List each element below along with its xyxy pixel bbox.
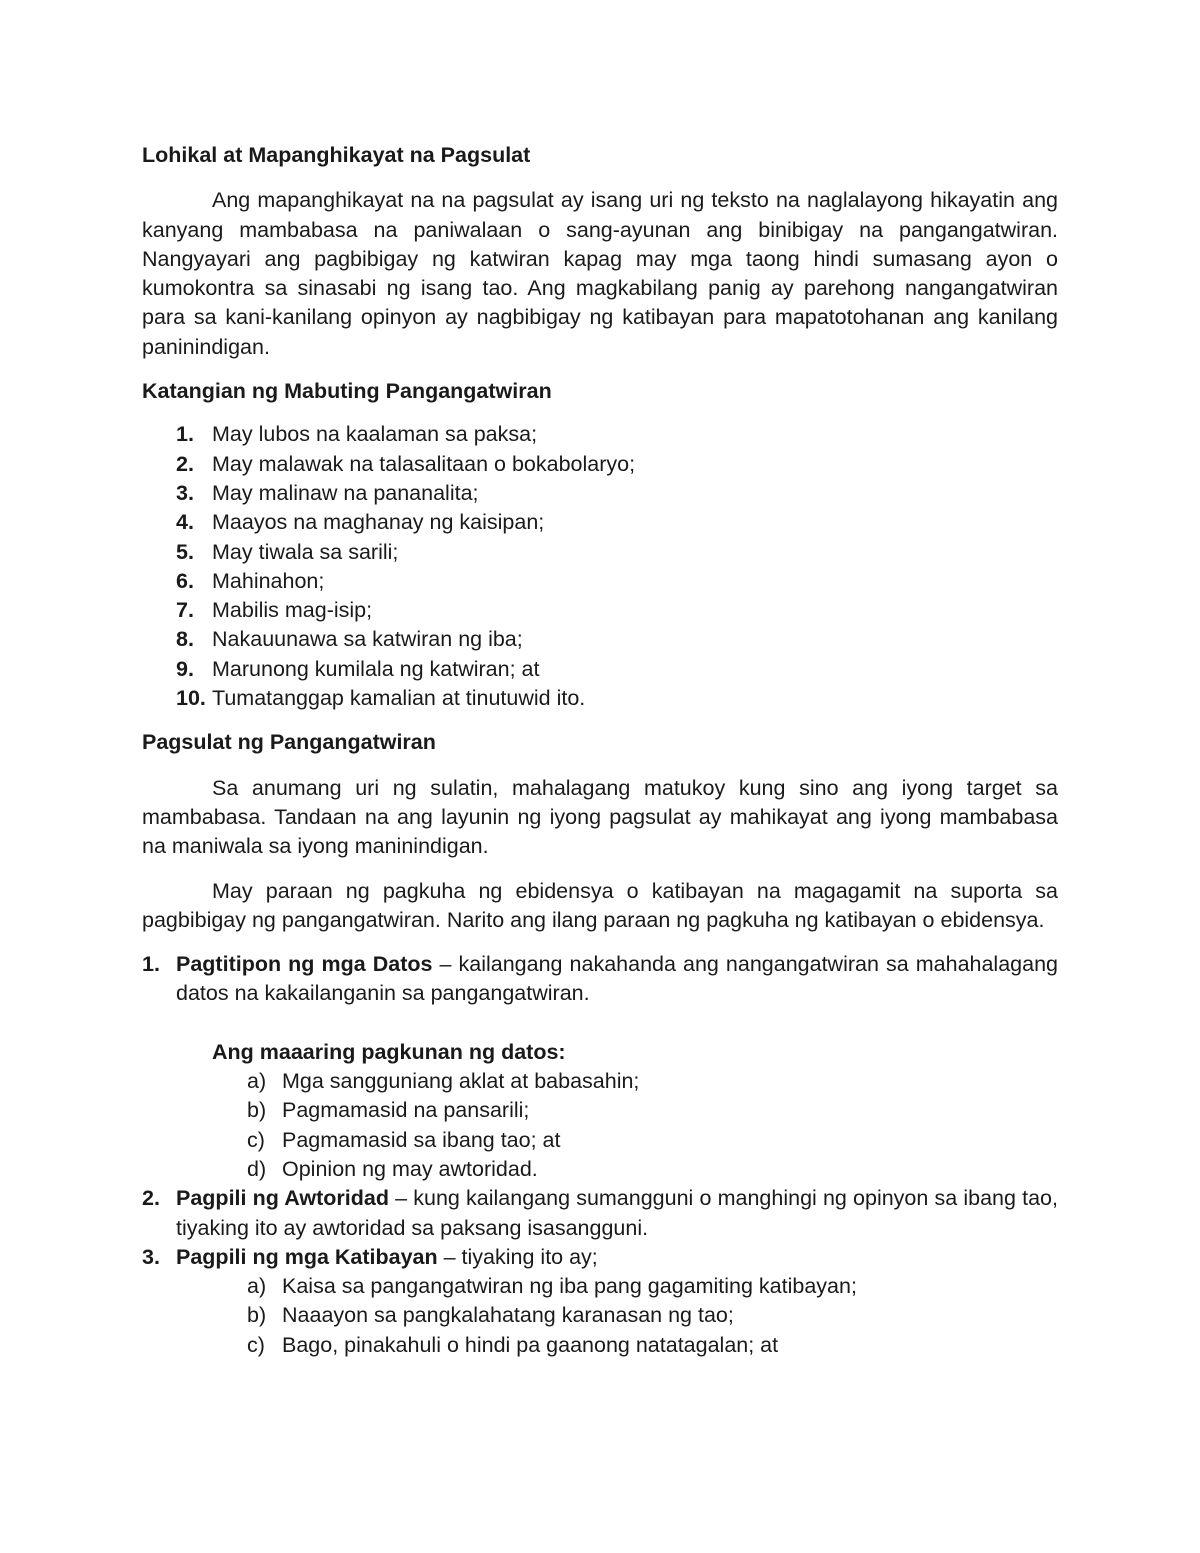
pagsulat-paragraph-2: May paraan ng pagkuha ng ebidensya o katibayan na magagamit na suporta sa pagbibigay ng pangangatwiran. Narito ang ilang paraan ng pagkuha ng katibayan o ebidensya. — [142, 878, 1058, 932]
sub-list-item — [142, 1272, 1058, 1301]
pagsulat-paragraph-1: Sa anumang uri ng sulatin, mahalagang matukoy kung sino ang iyong target sa mambabasa. Tandaan na ang layunin ng iyong pagsulat ay mahikayat ang iyong mambabasa na maniwala sa iyong maninindigan. — [142, 775, 1058, 859]
pagkunan-heading: Ang maaaring pagkunan ng datos: — [212, 1039, 566, 1064]
sub-list-letter: c) — [247, 1127, 265, 1152]
list-item — [142, 508, 1058, 537]
list-text: Marunong kumilala ng katwiran; at — [212, 656, 540, 681]
sub-list-letter: b) — [247, 1303, 267, 1328]
paraan-item-datos — [142, 950, 1058, 1009]
list-item — [142, 596, 1058, 625]
list-item — [142, 538, 1058, 567]
list-text: May tiwala sa sarili; — [212, 539, 399, 564]
list-number: 3. — [176, 480, 194, 505]
list-number: 4. — [176, 510, 194, 535]
sub-list-item — [142, 1067, 1058, 1096]
sub-list-text: Mga sangguniang aklat at babasahin; — [282, 1069, 640, 1094]
list-text: May lubos na kaalaman sa paksa; — [212, 422, 538, 447]
list-number: 6. — [176, 568, 194, 593]
sub-list-text: Pagmamasid sa ibang tao; at — [282, 1127, 561, 1152]
sub-list-letter: a) — [247, 1274, 267, 1299]
list-item — [142, 567, 1058, 596]
sub-list-item — [142, 1331, 1058, 1360]
list-item — [142, 625, 1058, 654]
sub-list-text: Kaisa sa pangangatwiran ng iba pang gagamiting katibayan; — [282, 1274, 857, 1299]
list-item — [142, 450, 1058, 479]
list-item — [142, 684, 1058, 713]
paraan-list — [142, 950, 1058, 1360]
intro-paragraph: Ang mapanghikayat na na pagsulat ay isang uri ng teksto na naglalayong hikayatin ang kanyang mambabasa na paniwalaan o sang-ayunan ang binibigay na pangangatwiran. Nangyayari ang pagbibigay ng katwiran kapag may mga taong hindi sumasang ayon o kumokontra sa sinasabi ng isang tao. Ang magkabilang panig ay parehong nangangatwiran para sa kani-kanilang opinyon ay nagbibigay ng katibayan para mapatotohanan ang kanilang paninindigan. — [142, 188, 1058, 359]
list-text: Nakauunawa sa katwiran ng iba; — [212, 627, 523, 652]
list-text: Mahinahon; — [212, 568, 325, 593]
list-number: 10. — [176, 686, 206, 711]
katangian-list — [142, 420, 1058, 713]
list-number: 1. — [142, 952, 160, 977]
sub-list-text: Pagmamasid na pansarili; — [282, 1098, 530, 1123]
paraan-item-katibayan — [142, 1243, 1058, 1272]
paraan-item-awtoridad — [142, 1184, 1058, 1243]
sub-list-letter: d) — [247, 1156, 267, 1181]
list-number: 5. — [176, 539, 194, 564]
sub-list-item — [142, 1301, 1058, 1330]
paraan-term: Pagpili ng mga Katibayan — [176, 1244, 438, 1269]
list-text: May malawak na talasalitaan o bokabolaryo; — [212, 451, 636, 476]
sub-list-text: Naaayon sa pangkalahatang karanasan ng tao; — [282, 1303, 734, 1328]
paraan-term: Pagpili ng Awtoridad — [176, 1186, 389, 1211]
list-number: 7. — [176, 598, 194, 623]
sub-list-text: Bago, pinakahuli o hindi pa gaanong natatagalan; at — [282, 1332, 779, 1357]
pagsulat-heading: Pagsulat ng Pangangatwiran — [142, 730, 436, 755]
sub-list-item — [142, 1155, 1058, 1184]
paraan-desc: – tiyaking ito ay; — [437, 1244, 598, 1269]
paraan-desc: – kung kailangang sumangguni o manghingi ng opinyon sa ibang tao, tiyaking ito ay awtoridad sa paksang isasangguni. — [176, 1186, 1058, 1240]
sub-list-item — [142, 1126, 1058, 1155]
document-title: Lohikal at Mapanghikayat na Pagsulat — [142, 143, 531, 167]
list-number: 9. — [176, 656, 194, 681]
sub-list-item — [142, 1096, 1058, 1125]
list-item — [142, 420, 1058, 449]
paraan-desc: – kailangang nakahanda ang nangangatwiran sa mahahalagang datos na kakailanganin sa pangangatwiran. — [176, 952, 1058, 1006]
katangian-heading: Katangian ng Mabuting Pangangatwiran — [142, 379, 552, 404]
sub-list-letter: c) — [247, 1332, 265, 1357]
list-number: 3. — [142, 1244, 160, 1269]
sub-list-text: Opinion ng may awtoridad. — [282, 1156, 538, 1181]
list-text: Tumatanggap kamalian at tinutuwid ito. — [212, 686, 586, 711]
list-text: May malinaw na pananalita; — [212, 480, 479, 505]
sub-list-letter: a) — [247, 1069, 267, 1094]
list-number: 2. — [142, 1186, 160, 1211]
list-number: 1. — [176, 422, 194, 447]
list-text: Maayos na maghanay ng kaisipan; — [212, 510, 545, 535]
sub-list-letter: b) — [247, 1098, 267, 1123]
list-item — [142, 479, 1058, 508]
list-text: Mabilis mag-isip; — [212, 598, 373, 623]
list-item — [142, 655, 1058, 684]
list-number: 2. — [176, 451, 194, 476]
paraan-term: Pagtitipon ng mga Datos — [176, 952, 433, 977]
document-body — [142, 141, 1058, 1360]
list-number: 8. — [176, 627, 194, 652]
